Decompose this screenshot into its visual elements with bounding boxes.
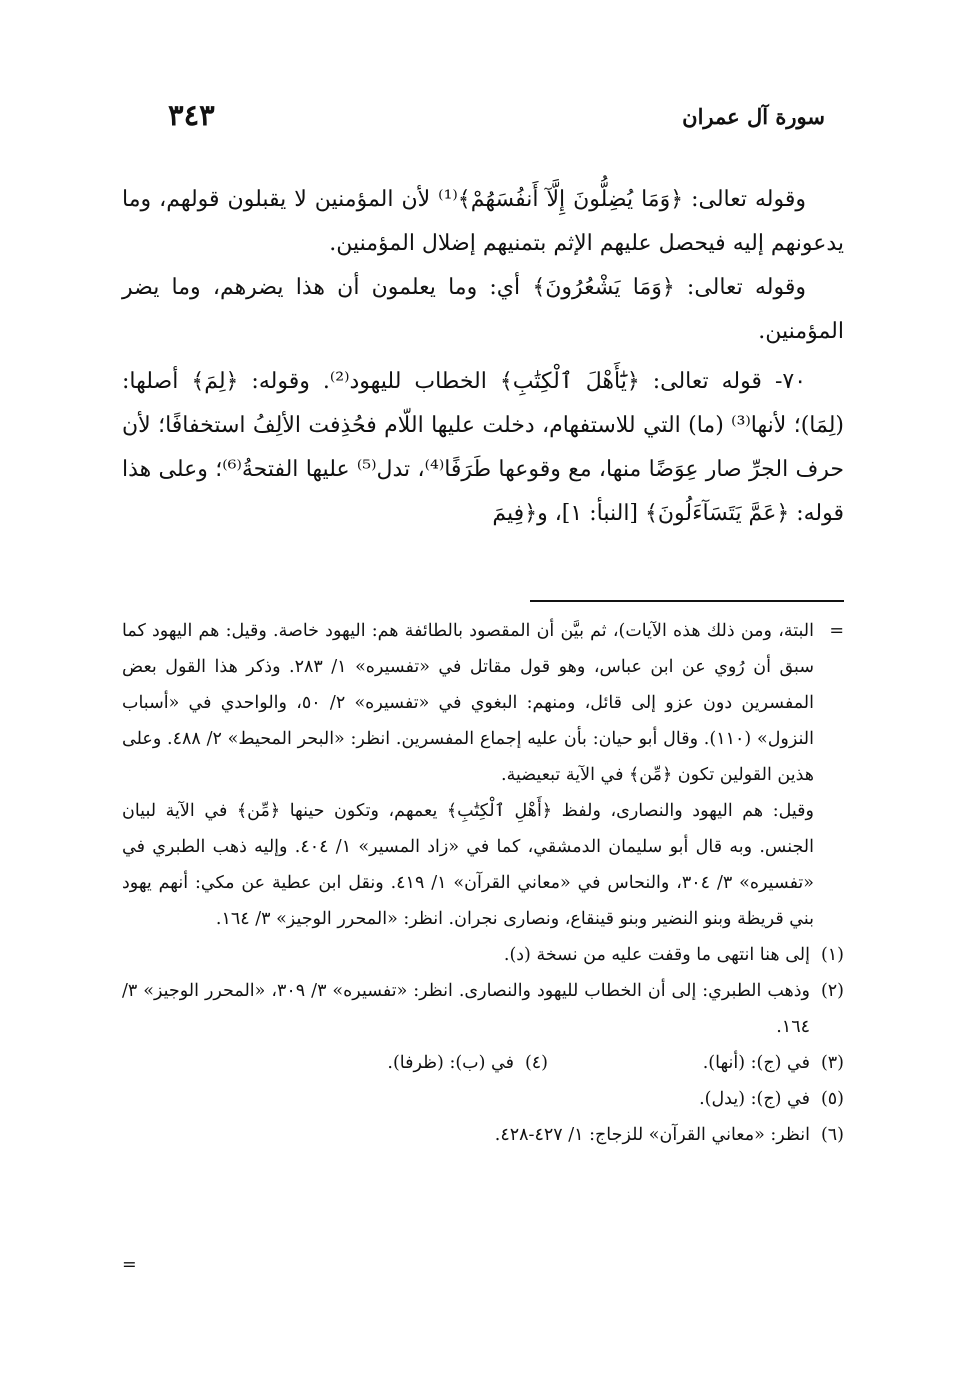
paragraph: وقوله تعالى: ﴿وَمَا يَشْعُرُونَ﴾ أي: وما يعلمون أن هذا يضرهم، وما يضر المؤمنين. [122, 275, 844, 344]
continuation-marker: = [829, 621, 844, 641]
footnote-number: (١) [820, 945, 844, 965]
footnote-number: (٦) [820, 1125, 844, 1145]
footnote [252, 1045, 548, 1081]
footnote-separator [530, 600, 844, 602]
footnote-text: في (ج): (يدل). [699, 1089, 810, 1109]
paragraph: ٧٠- قوله تعالى: ﴿يَٰٓأَهْلَ ٱلْكِتَٰبِ﴾ الخطاب لليهود⁽²⁾. وقوله: ﴿لِمَ﴾ أصلها: (لِمَا)؛ لأنها⁽³⁾ (ما) التي للاستفهام، دخلت عليها اللّام فحُذِفت الألِفُ استخفافًا؛ لأن حرف الجرِّ صار عِوَضًا منها، مع وقوعها طَرَفًا⁽⁴⁾، تدل⁽⁵⁾ عليها الفتحةُ⁽⁶⁾؛ وعلى هذا قوله: ﴿عَمَّ يَتَسَآءَلُونَ﴾ [النبأ: ١]، و﴿فِيمَ [122, 369, 845, 526]
footnote-continuation-text: البتة، ومن ذلك هذه الآيات)، ثم بيَّن أن المقصود بالطائفة هم: اليهود خاصة. وقيل: هم اليهود كما سبق أن رُوي عن ابن عباس، وهو قول مقاتل في «تفسيره» ١/ ٢٨٣. وذكر هذا القول بعض المفسرين دون عزو إلى قائل، ومنهم: البغوي في «تفسيره» ٢/ ٥٠، والواحدي في «أسباب النزول» (١١٠). وقال أبو حيان: بأن عليه إجماع المفسرين. انظر: «البحر المحيط» ٢/ ٤٨٨. وعلى هذين القولين تكون ﴿مِّن﴾ في الآية تبعيضية. [122, 621, 815, 785]
footnote-number: (٤) [524, 1053, 548, 1073]
footnote-number: (٥) [820, 1089, 844, 1109]
footnote-text: في (ب): (ظرفا). [387, 1053, 514, 1073]
footnote [122, 1081, 844, 1117]
footnote [122, 1117, 844, 1153]
paragraph: وقوله تعالى: ﴿وَمَا يُضِلُّونَ إِلَّآ أَنفُسَهُمْ﴾⁽¹⁾ لأن المؤمنين لا يقبلون قولهم، وما يدعونهم إليه فيحصل عليهم الإثم بتمنيهم إضلال المؤمنين. [122, 187, 844, 256]
footnote-number: (٢) [820, 981, 844, 1001]
footnote-text: في (ج): (أنها). [702, 1053, 810, 1073]
footnote-continuation [122, 793, 844, 937]
footnote-text: إلى هنا انتهى ما وقفت عليه من نسخة (د). [503, 945, 810, 965]
running-title: سورة آل عمران [682, 104, 825, 129]
footnote [548, 1045, 844, 1081]
footnote-text: انظر: «معاني القرآن» للزجاج: ١/ ٤٢٧-٤٢٨. [494, 1125, 810, 1145]
main-text [122, 178, 844, 536]
continuation-end-marker: = [122, 1255, 137, 1275]
footnote-continuation [122, 613, 844, 793]
footnote [122, 973, 844, 1045]
footnote-text: وذهب الطبري: إلى أن الخطاب لليهود والنصارى. انظر: «تفسيره» ٣/ ٣٠٩، «المحرر الوجيز» ٣/ ١٦٤. [122, 981, 810, 1037]
footnote-continuation-text: وقيل: هم اليهود والنصارى، ولفظ ﴿أَهْلِ ٱلْكِتَٰبِ﴾ يعمهم، وتكون حينها ﴿مِّن﴾ في الآية لبيان الجنس. وبه قال أبو سليمان الدمشقي، كما في «زاد المسير» ١/ ٤٠٤. وإليه ذهب الطبري في «تفسيره» ٣/ ٣٠٤، والنحاس في «معاني القرآن» ١/ ٤١٩. ونقل ابن عطية عن مكي: أنهم يهود بني قريظة وبنو النضير وبنو قينقاع، ونصارى نجران. انظر: «المحرر الوجيز» ٣/ ١٦٤. [122, 801, 814, 929]
page-number: ٣٤٣ [168, 98, 215, 132]
footnotes [122, 613, 844, 1275]
footnote-row [122, 1045, 844, 1081]
footnote [122, 937, 844, 973]
footnote-number: (٣) [820, 1053, 844, 1073]
